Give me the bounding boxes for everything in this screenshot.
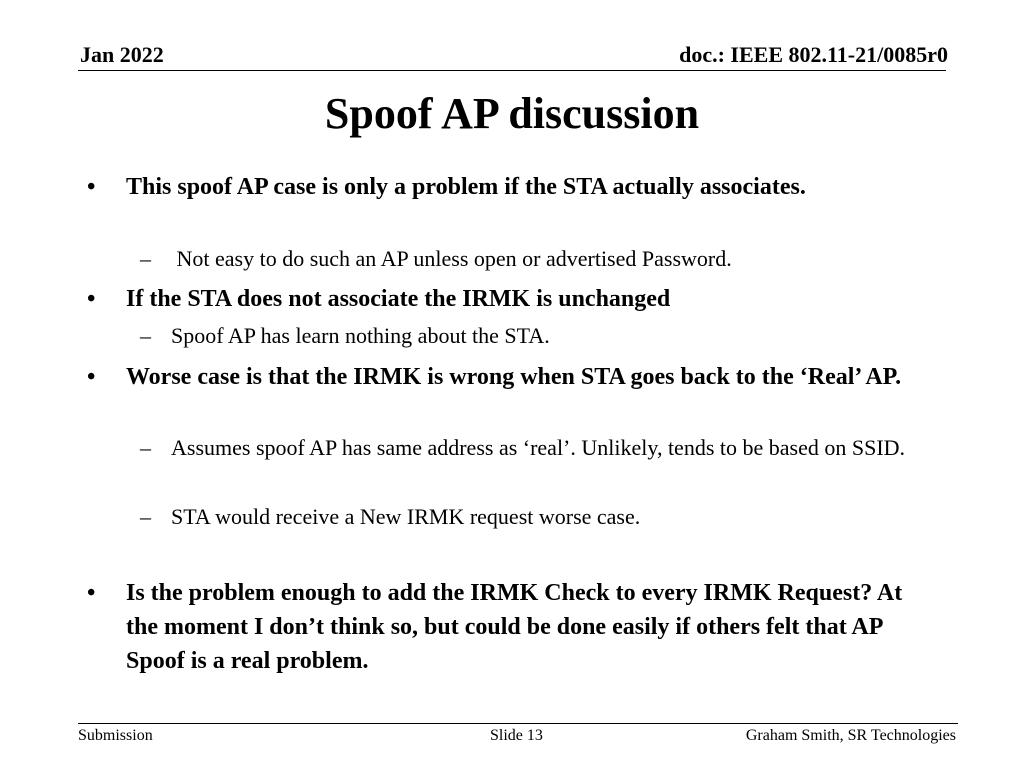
sub-bullet-marker: – xyxy=(140,246,151,271)
sub-bullet-marker: – xyxy=(140,323,151,348)
bullet-text: Is the problem enough to add the IRMK Check to every IRMK Request? At the moment I don’t think so, but could be done easily if others felt that AP Spoof is a real problem. xyxy=(126,580,903,674)
bullet-text: If the STA does not associate the IRMK is unchanged xyxy=(126,286,671,312)
footer-submission: Submission xyxy=(78,727,153,744)
bullet-marker: • xyxy=(87,286,96,312)
sub-bullet-text: STA would receive a New IRMK request worse case. xyxy=(171,504,641,529)
sub-bullet-text: Not easy to do such an AP unless open or advertised Password. xyxy=(171,246,732,271)
footer-author: Graham Smith, SR Technologies xyxy=(745,727,956,744)
sub-bullet-text: Spoof AP has learn nothing about the STA. xyxy=(171,323,550,348)
bullet-text: This spoof AP case is only a problem if the STA actually associates. xyxy=(126,174,806,200)
header-date: Jan 2022 xyxy=(80,42,164,67)
bullet-marker: • xyxy=(87,174,96,200)
sub-bullet-marker: – xyxy=(140,435,151,460)
header-doc-id: doc.: IEEE 802.11-21/0085r0 xyxy=(679,42,948,67)
bullet-marker: • xyxy=(87,364,96,390)
sub-bullet-marker: – xyxy=(140,504,151,529)
bullet-marker: • xyxy=(87,580,96,606)
slide-title: Spoof AP discussion xyxy=(324,89,700,138)
bullet-text: Worse case is that the IRMK is wrong when STA goes back to the ‘Real’ AP. xyxy=(126,364,902,390)
footer-divider xyxy=(78,723,958,724)
sub-bullet-text: Assumes spoof AP has same address as ‘real’. Unlikely, tends to be based on SSID. xyxy=(171,435,906,460)
footer-slide-number: Slide 13 xyxy=(490,727,543,744)
header-divider xyxy=(78,70,946,71)
